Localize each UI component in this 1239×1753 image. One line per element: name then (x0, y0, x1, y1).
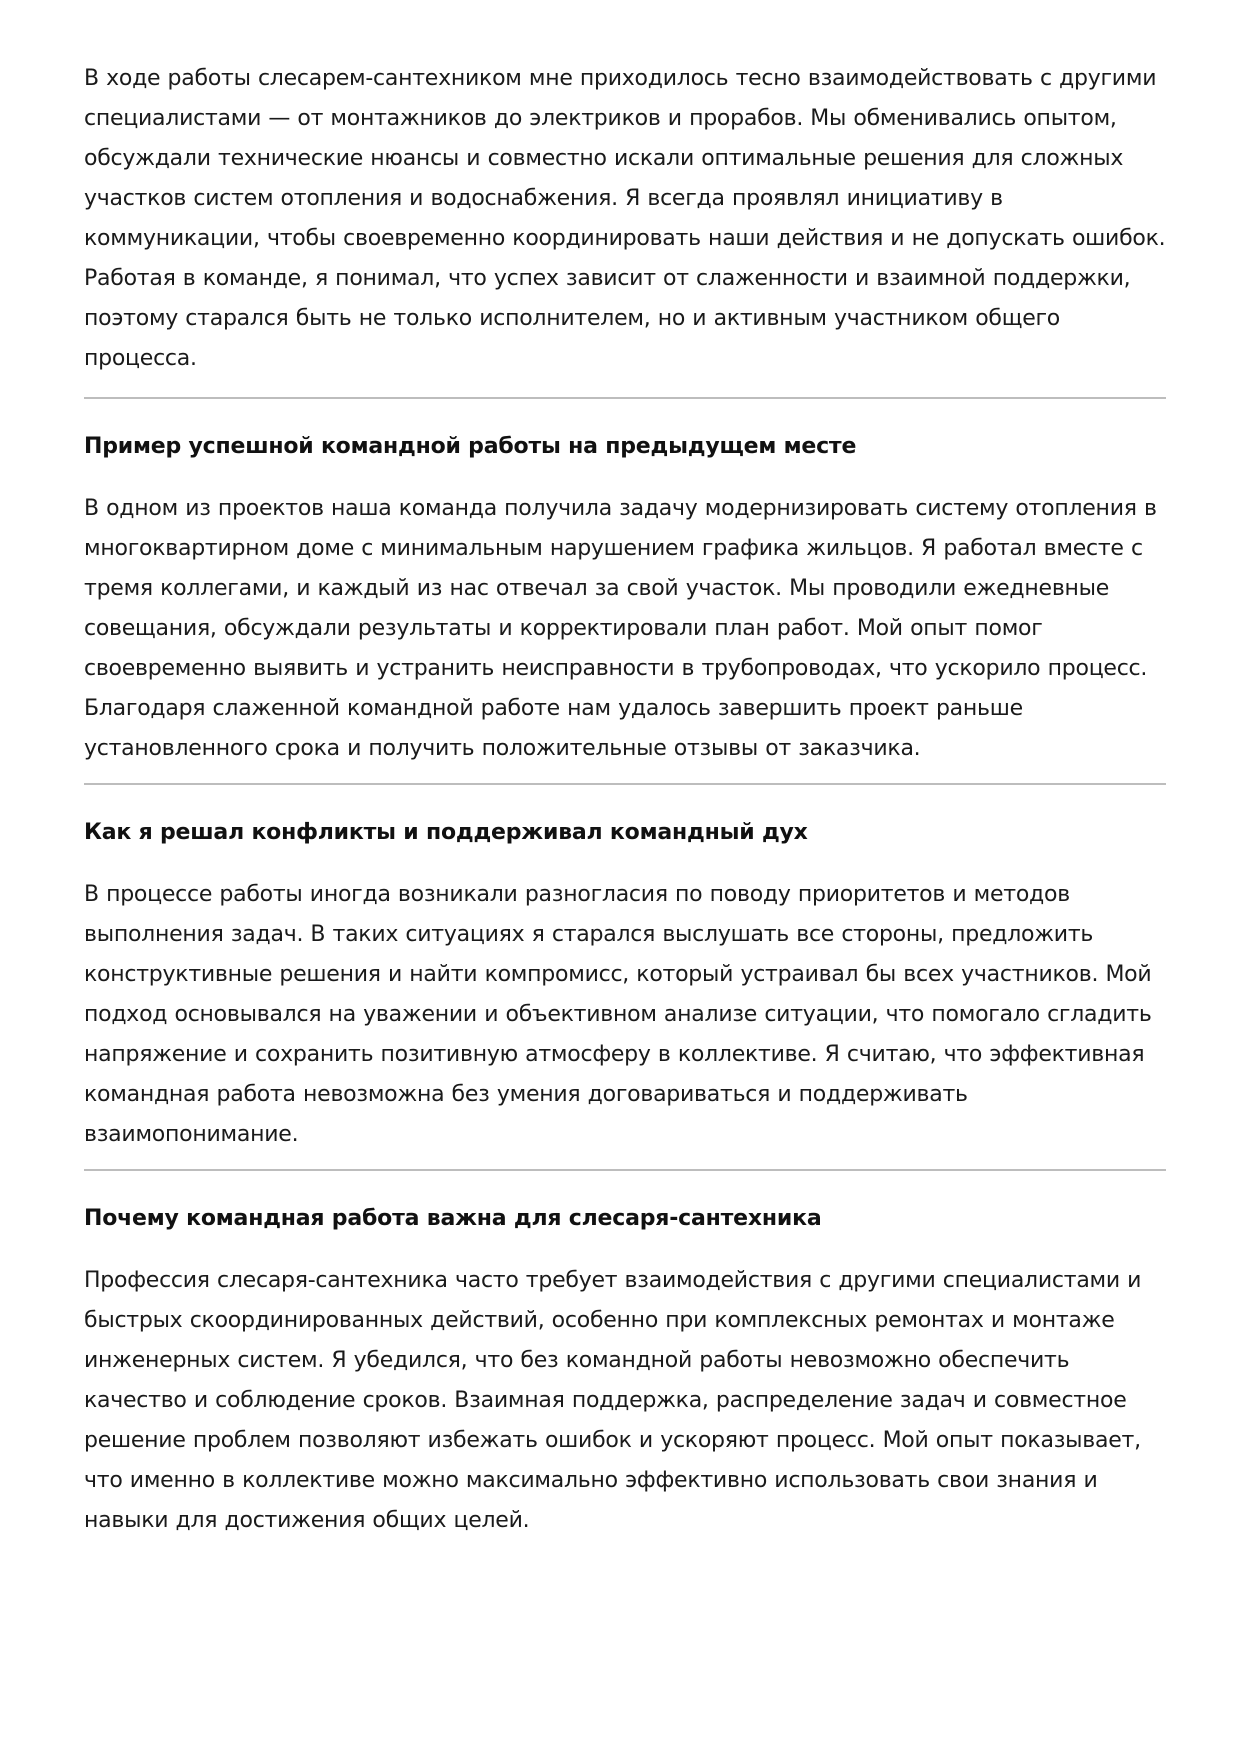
section-paragraph: В одном из проектов наша команда получила задачу модернизировать систему отопления в многоквартирном доме с минимальным нарушением графика жильцов. Я работал вместе с тремя коллегами, и каждый из нас отвечал за свой участок. Мы проводили ежедневные совещания, обсуждали результаты и корректировали план работ. Мой опыт помог своевременно выявить и устранить неисправности в трубопроводах, что ускорило процесс. Благодаря слаженной командной работе нам удалось завершить проект раньше установленного срока и получить положительные отзывы от заказчика. (84, 496, 1157, 761)
section-divider (84, 397, 1166, 399)
document-page (84, 59, 1166, 1541)
section-teamwork-example (84, 431, 1166, 769)
intro-paragraph: В ходе работы слесарем-сантехником мне приходилось тесно взаимодействовать с другими специалистами — от монтажников до электриков и прорабов. Мы обменивались опытом, обсуждали технические нюансы и совместно искали оптимальные решения для сложных участков систем отопления и водоснабжения. Я всегда проявлял инициативу в коммуникации, чтобы своевременно координировать наши действия и не допускать ошибок. Работая в команде, я понимал, что успех зависит от слаженности и взаимной поддержки, поэтому старался быть не только исполнителем, но и активным участником общего процесса. (84, 66, 1166, 371)
section-divider (84, 783, 1166, 785)
section-heading: Как я решал конфликты и поддерживал командный дух (84, 820, 808, 845)
section-teamwork-importance (84, 1203, 1166, 1541)
section-paragraph: Профессия слесаря-сантехника часто требует взаимодействия с другими специалистами и быстрых скоординированных действий, особенно при комплексных ремонтах и монтаже инженерных систем. Я убедился, что без командной работы невозможно обеспечить качество и соблюдение сроков. Взаимная поддержка, распределение задач и совместное решение проблем позволяют избежать ошибок и ускоряют процесс. Мой опыт показывает, что именно в коллективе можно максимально эффективно использовать свои знания и навыки для достижения общих целей. (84, 1268, 1142, 1533)
section-heading: Почему командная работа важна для слесаря-сантехника (84, 1206, 822, 1231)
section-conflict-resolution (84, 817, 1166, 1155)
section-paragraph: В процессе работы иногда возникали разногласия по поводу приоритетов и методов выполнения задач. В таких ситуациях я старался выслушать все стороны, предложить конструктивные решения и найти компромисс, который устраивал бы всех участников. Мой подход основывался на уважении и объективном анализе ситуации, что помогало сгладить напряжение и сохранить позитивную атмосферу в коллективе. Я считаю, что эффективная командная работа невозможна без умения договариваться и поддерживать взаимопонимание. (84, 882, 1152, 1147)
section-divider (84, 1169, 1166, 1171)
section-heading: Пример успешной командной работы на предыдущем месте (84, 434, 857, 459)
